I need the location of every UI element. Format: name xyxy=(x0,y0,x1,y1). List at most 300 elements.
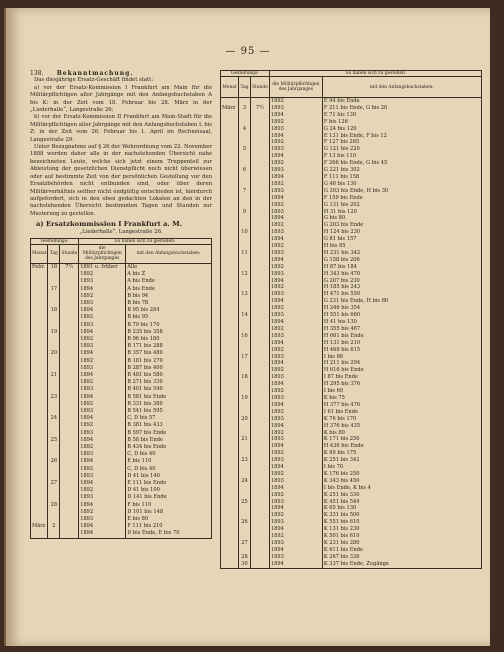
table-row xyxy=(31,394,212,401)
table-row xyxy=(31,408,212,415)
table-row xyxy=(221,188,482,195)
cell-letters: H 661 bis Ende xyxy=(323,332,364,339)
cell-year: 1893 xyxy=(269,499,322,506)
cell-year: 1893 xyxy=(269,540,322,547)
cell-day xyxy=(48,401,60,408)
cell-day xyxy=(48,386,60,393)
cell-year: 1892 xyxy=(79,336,126,343)
cell-month xyxy=(31,408,48,415)
cell-letters: K 251 bis 342 xyxy=(323,457,360,464)
table-row xyxy=(221,340,482,347)
cell-day xyxy=(239,443,251,450)
table-row xyxy=(221,360,482,367)
cell-hour xyxy=(251,250,270,257)
table-row xyxy=(221,381,482,388)
table-row xyxy=(221,153,482,160)
announcement-paragraph: b) vor der Ersatz-Kommission II Frankfurt am Main-Stadt für die Militärpflichtigen aller Jahrgänge mit den Anfangsbuchstaben L bis Z: in der Zeit vom 26. Februar bis 1. April im Rechneisaal, Langestraße 29. xyxy=(30,114,212,143)
cell-letters: G 46 bis 130 xyxy=(323,180,357,187)
table-row xyxy=(221,291,482,298)
cell-hour xyxy=(60,386,79,393)
cell-day: 2 xyxy=(48,523,60,530)
cell-year: 1894 xyxy=(79,394,126,401)
cell-month xyxy=(31,401,48,408)
cell-hour xyxy=(251,312,270,319)
cell-year: 1894 xyxy=(269,485,322,492)
table-row xyxy=(221,126,482,133)
cell-year: 1892 xyxy=(269,160,322,167)
cell-letters: F 111 bis 210 xyxy=(127,523,163,530)
cell-hour xyxy=(251,153,270,160)
table-row xyxy=(31,386,212,393)
cell-letters: E 94 bis Ende xyxy=(323,98,360,104)
cell-hour xyxy=(251,284,270,291)
cell-month xyxy=(221,402,239,409)
cell-day xyxy=(239,236,251,243)
cell-day: 25 xyxy=(239,499,251,506)
cell-letters: A bis Z xyxy=(127,271,146,278)
cell-month xyxy=(31,458,48,465)
cell-hour xyxy=(251,423,270,430)
cell-year: 1893 xyxy=(269,312,322,319)
cell-month xyxy=(221,222,239,229)
cell-letters: E 131 bis Ende, F bis 12 xyxy=(323,132,387,139)
cell-year: 1893 xyxy=(79,365,126,372)
cell-year: 1893 xyxy=(269,209,322,216)
cell-letters: F 111 bis 158 xyxy=(323,173,360,180)
cell-letters: B 434 bis Ende xyxy=(127,444,167,451)
cell-letters: B 58 bis Ende xyxy=(127,436,164,443)
header-gestellungs: Gestellungs- xyxy=(31,238,79,244)
cell-month xyxy=(31,286,48,293)
cell-letters: E 71 bis 130 xyxy=(323,111,357,118)
cell-day: 5 xyxy=(239,146,251,153)
cell-hour xyxy=(60,271,79,278)
cell-day: 24 xyxy=(48,415,60,422)
cell-letters: B 171 bis 288 xyxy=(127,343,163,350)
cell-month xyxy=(221,139,239,146)
cell-hour xyxy=(251,374,270,381)
cell-hour xyxy=(251,360,270,367)
cell-month xyxy=(31,322,48,329)
table-row xyxy=(31,322,212,329)
cell-year: 1894 xyxy=(79,523,126,530)
cell-hour xyxy=(60,451,79,458)
cell-hour xyxy=(60,293,79,300)
cell-month xyxy=(221,305,239,312)
table-row xyxy=(31,509,212,516)
cell-hour xyxy=(60,473,79,480)
cell-letters: H 471 bis 550 xyxy=(323,291,361,298)
cell-year: 1894 xyxy=(269,133,322,140)
table-row xyxy=(31,415,212,422)
table-row xyxy=(221,243,482,250)
cell-day xyxy=(239,298,251,305)
cell-month xyxy=(31,451,48,458)
cell-month xyxy=(221,347,239,354)
table-row xyxy=(221,257,482,264)
cell-day: 30 xyxy=(239,561,251,568)
cell-day: 28 xyxy=(48,502,60,509)
cell-hour xyxy=(251,215,270,222)
table-row xyxy=(221,374,482,381)
header-day: Tag xyxy=(48,244,60,263)
cell-year: 1893 xyxy=(269,229,322,236)
table-row xyxy=(221,174,482,181)
cell-month xyxy=(221,374,239,381)
cell-month xyxy=(221,436,239,443)
cell-letters: G 121 bis 220 xyxy=(323,146,360,153)
cell-letters: D bis Ende, E bis 70 xyxy=(127,530,180,537)
cell-day xyxy=(239,526,251,533)
table-row xyxy=(31,523,212,530)
cell-letters: H 376 bis 435 xyxy=(323,422,361,429)
table-row xyxy=(221,119,482,126)
cell-day xyxy=(239,450,251,457)
table-row xyxy=(31,502,212,509)
table-row xyxy=(221,181,482,188)
cell-month xyxy=(31,480,48,487)
table-row xyxy=(221,202,482,209)
cell-month xyxy=(221,202,239,209)
cell-year: 1894 xyxy=(79,458,126,465)
cell-day xyxy=(239,381,251,388)
cell-year: 1894 xyxy=(269,561,322,568)
cell-year: 1894 xyxy=(79,530,126,538)
cell-letters: F bis 126 xyxy=(323,118,348,125)
cell-letters: E bis 80 xyxy=(127,516,149,523)
cell-day xyxy=(239,319,251,326)
cell-month xyxy=(221,264,239,271)
announcement-header xyxy=(30,70,212,77)
table-row xyxy=(221,512,482,519)
cell-hour xyxy=(60,358,79,365)
cell-month xyxy=(221,423,239,430)
cell-day xyxy=(48,322,60,329)
cell-day xyxy=(48,358,60,365)
cell-hour xyxy=(60,458,79,465)
cell-month xyxy=(221,526,239,533)
cell-hour xyxy=(251,526,270,533)
cell-day: 21 xyxy=(239,436,251,443)
cell-letters: G 231 bis Ende, H bis 80 xyxy=(323,298,389,305)
cell-hour xyxy=(251,450,270,457)
cell-month xyxy=(221,381,239,388)
cell-hour xyxy=(251,464,270,471)
cell-year: 1893 xyxy=(79,322,126,329)
cell-letters: H 124 bis 230 xyxy=(323,229,361,236)
cell-letters: C, D bis 40 xyxy=(127,451,156,458)
cell-day xyxy=(239,284,251,291)
cell-day xyxy=(239,505,251,512)
table-row xyxy=(31,271,212,278)
cell-year: 1893 xyxy=(79,386,126,393)
cell-hour xyxy=(251,139,270,146)
cell-month xyxy=(221,181,239,188)
section-title: a) Ersatzkommission I Frankfurt a. M. xyxy=(36,220,183,229)
cell-month xyxy=(221,257,239,264)
cell-day xyxy=(48,451,60,458)
cell-day xyxy=(48,509,60,516)
cell-year: 1892 xyxy=(269,202,322,209)
cell-day xyxy=(48,271,60,278)
cell-letters: G bis 80 xyxy=(323,215,346,222)
cell-year: 1892 xyxy=(269,181,322,188)
cell-letters: F 211 bis Ende, G bis 20 xyxy=(323,104,388,111)
table-row xyxy=(221,388,482,395)
table-row xyxy=(221,409,482,416)
cell-year: 1893 xyxy=(269,333,322,340)
cell-day xyxy=(239,430,251,437)
table-row xyxy=(221,133,482,140)
cell-month xyxy=(221,485,239,492)
cell-month xyxy=(221,209,239,216)
cell-hour xyxy=(251,133,270,140)
cell-month xyxy=(31,278,48,285)
cell-day: 16 xyxy=(239,333,251,340)
table-row xyxy=(221,416,482,423)
table-row xyxy=(31,379,212,386)
cell-year: 1894 xyxy=(79,307,126,314)
table-row xyxy=(31,401,212,408)
cell-hour xyxy=(251,402,270,409)
page-number: — 95 — xyxy=(225,46,271,57)
cell-month xyxy=(31,336,48,343)
table-row xyxy=(221,215,482,222)
cell-day xyxy=(48,365,60,372)
cell-month xyxy=(221,561,239,568)
cell-year: 1894 xyxy=(269,381,322,388)
table-row xyxy=(221,540,482,547)
cell-letters: H 616 bis Ende xyxy=(323,367,364,374)
cell-letters: I bis Ende, K bis 4 xyxy=(323,484,371,491)
table-row xyxy=(221,105,482,112)
cell-day: 25 xyxy=(48,437,60,444)
cell-month xyxy=(221,519,239,526)
cell-day xyxy=(239,222,251,229)
cell-month xyxy=(221,215,239,222)
table-row xyxy=(221,264,482,271)
cell-year: 1893 xyxy=(269,291,322,298)
cell-month xyxy=(221,291,239,298)
cell-letters: E 111 bis Ende xyxy=(127,480,167,487)
cell-letters: A bis Ende xyxy=(127,278,155,285)
header-month: Monat xyxy=(31,244,48,263)
cell-day xyxy=(239,98,251,105)
cell-day xyxy=(239,112,251,119)
cell-day xyxy=(239,367,251,374)
cell-year: 1894 xyxy=(269,298,322,305)
cell-year: 1894 xyxy=(269,215,322,222)
table-row xyxy=(31,300,212,307)
cell-month xyxy=(31,365,48,372)
cell-month xyxy=(221,409,239,416)
cell-letters: K 89 bis 175 xyxy=(323,450,357,457)
cell-month xyxy=(221,457,239,464)
cell-year: 1893 xyxy=(79,343,126,350)
cell-day xyxy=(239,388,251,395)
cell-day xyxy=(239,243,251,250)
cell-hour xyxy=(60,523,79,530)
cell-day: 17 xyxy=(239,354,251,361)
cell-letters: G 303 bis Ende, H bis 30 xyxy=(323,187,389,194)
cell-year: 1894 xyxy=(269,257,322,264)
cell-hour xyxy=(251,167,270,174)
cell-day xyxy=(239,471,251,478)
table-row xyxy=(31,437,212,444)
cell-month xyxy=(221,478,239,485)
cell-day xyxy=(239,174,251,181)
cell-month xyxy=(31,516,48,523)
cell-day xyxy=(48,466,60,473)
cell-day: 11 xyxy=(239,250,251,257)
cell-day xyxy=(48,530,60,538)
cell-letters: H 377 bis 476 xyxy=(323,401,361,408)
cell-day xyxy=(48,293,60,300)
cell-letters: F 159 bis Ende xyxy=(323,194,363,201)
cell-hour xyxy=(251,243,270,250)
table-row xyxy=(31,516,212,523)
cell-day xyxy=(239,278,251,285)
table-row xyxy=(31,444,212,451)
cell-day xyxy=(239,360,251,367)
cell-day xyxy=(48,336,60,343)
table-row xyxy=(221,492,482,499)
cell-year: 1894 xyxy=(269,505,322,512)
cell-year: 1893 xyxy=(269,250,322,257)
cell-month xyxy=(221,499,239,506)
cell-hour xyxy=(60,394,79,401)
cell-letters: F 127 bis 265 xyxy=(323,139,360,146)
table-row xyxy=(31,336,212,343)
cell-year: 1892 xyxy=(269,512,322,519)
cell-letters: B 481 bis 580 xyxy=(127,371,163,378)
table-row xyxy=(221,450,482,457)
cell-hour xyxy=(60,408,79,415)
cell-year: 1893 xyxy=(269,519,322,526)
table-row xyxy=(221,485,482,492)
cell-letters: B 381 bis 433 xyxy=(127,422,163,429)
cell-year: 1893 xyxy=(79,430,126,437)
cell-month xyxy=(221,98,239,105)
cell-month xyxy=(31,271,48,278)
cell-hour xyxy=(251,381,270,388)
cell-day xyxy=(239,264,251,271)
cell-year: 1894 xyxy=(269,464,322,471)
cell-letters: H 295 bis 376 xyxy=(323,381,361,388)
cell-year: 1893 xyxy=(79,278,126,285)
cell-hour xyxy=(251,188,270,195)
cell-day: 18 xyxy=(48,307,60,314)
cell-day xyxy=(239,492,251,499)
schedule-table-right xyxy=(220,70,482,569)
cell-day xyxy=(239,464,251,471)
cell-letters: G 81 bis 157 xyxy=(323,236,357,243)
cell-hour xyxy=(251,181,270,188)
cell-letters: K 551 bis 610 xyxy=(323,519,360,526)
cell-year: 1893 xyxy=(269,105,322,112)
header-letters: mit den Anfangsbuchstaben: xyxy=(322,77,481,98)
cell-year: 1892 xyxy=(269,98,322,105)
cell-hour xyxy=(251,112,270,119)
section-address: „Liederhalle“, Langestraße 26. xyxy=(79,228,163,235)
cell-letters: H 185 bis 243 xyxy=(323,284,361,291)
cell-letters: B 331 bis 380 xyxy=(127,400,163,407)
cell-hour xyxy=(251,367,270,374)
cell-month xyxy=(31,530,48,538)
cell-hour xyxy=(251,485,270,492)
cell-month xyxy=(31,494,48,501)
cell-hour xyxy=(251,533,270,540)
table-row xyxy=(221,250,482,257)
cell-letters: B 357 bis 480 xyxy=(127,350,163,357)
cell-month xyxy=(221,271,239,278)
cell-letters: B 271 bis 330 xyxy=(127,379,163,386)
cell-year: 1894 xyxy=(79,286,126,293)
schedule-table-left xyxy=(30,238,212,539)
cell-hour xyxy=(251,291,270,298)
cell-letters: Alle xyxy=(127,263,138,270)
cell-day xyxy=(48,430,60,437)
cell-month xyxy=(221,236,239,243)
cell-month xyxy=(221,554,239,561)
cell-month xyxy=(31,358,48,365)
cell-day: 19 xyxy=(48,329,60,336)
cell-year: 1894 xyxy=(79,350,126,357)
cell-letters: B 181 bis 270 xyxy=(127,357,163,364)
cell-hour xyxy=(251,519,270,526)
table-row xyxy=(31,343,212,350)
table-row xyxy=(31,451,212,458)
cell-hour xyxy=(251,146,270,153)
table-row xyxy=(31,293,212,300)
cell-hour xyxy=(60,336,79,343)
table-row xyxy=(221,319,482,326)
cell-letters: F 13 bis 110 xyxy=(323,153,356,160)
announcement-number: 138. xyxy=(30,70,44,77)
table-row xyxy=(221,505,482,512)
cell-letters: H 343 bis 470 xyxy=(323,270,361,277)
table-row xyxy=(221,333,482,340)
cell-day xyxy=(239,215,251,222)
cell-day: 3 xyxy=(239,105,251,112)
cell-year: 1892 xyxy=(79,293,126,300)
cell-month xyxy=(221,492,239,499)
cell-year: 1893 xyxy=(79,408,126,415)
cell-letters: C, D bis 40 xyxy=(127,465,156,472)
cell-day xyxy=(239,119,251,126)
cell-month xyxy=(221,167,239,174)
table-row xyxy=(221,423,482,430)
cell-month xyxy=(31,386,48,393)
cell-day xyxy=(239,402,251,409)
table-row xyxy=(31,466,212,473)
table-row xyxy=(31,358,212,365)
cell-day: 9 xyxy=(239,209,251,216)
table-row xyxy=(221,112,482,119)
cell-year: 1894 xyxy=(269,360,322,367)
cell-hour xyxy=(251,561,270,568)
cell-day xyxy=(48,278,60,285)
cell-hour xyxy=(251,409,270,416)
cell-year: 1894 xyxy=(269,174,322,181)
cell-hour xyxy=(60,314,79,321)
cell-hour xyxy=(60,401,79,408)
cell-letters: H 41 bis 130 xyxy=(323,319,357,325)
table-row xyxy=(221,229,482,236)
cell-day: 27 xyxy=(239,540,251,547)
cell-month xyxy=(221,126,239,133)
cell-hour xyxy=(251,236,270,243)
